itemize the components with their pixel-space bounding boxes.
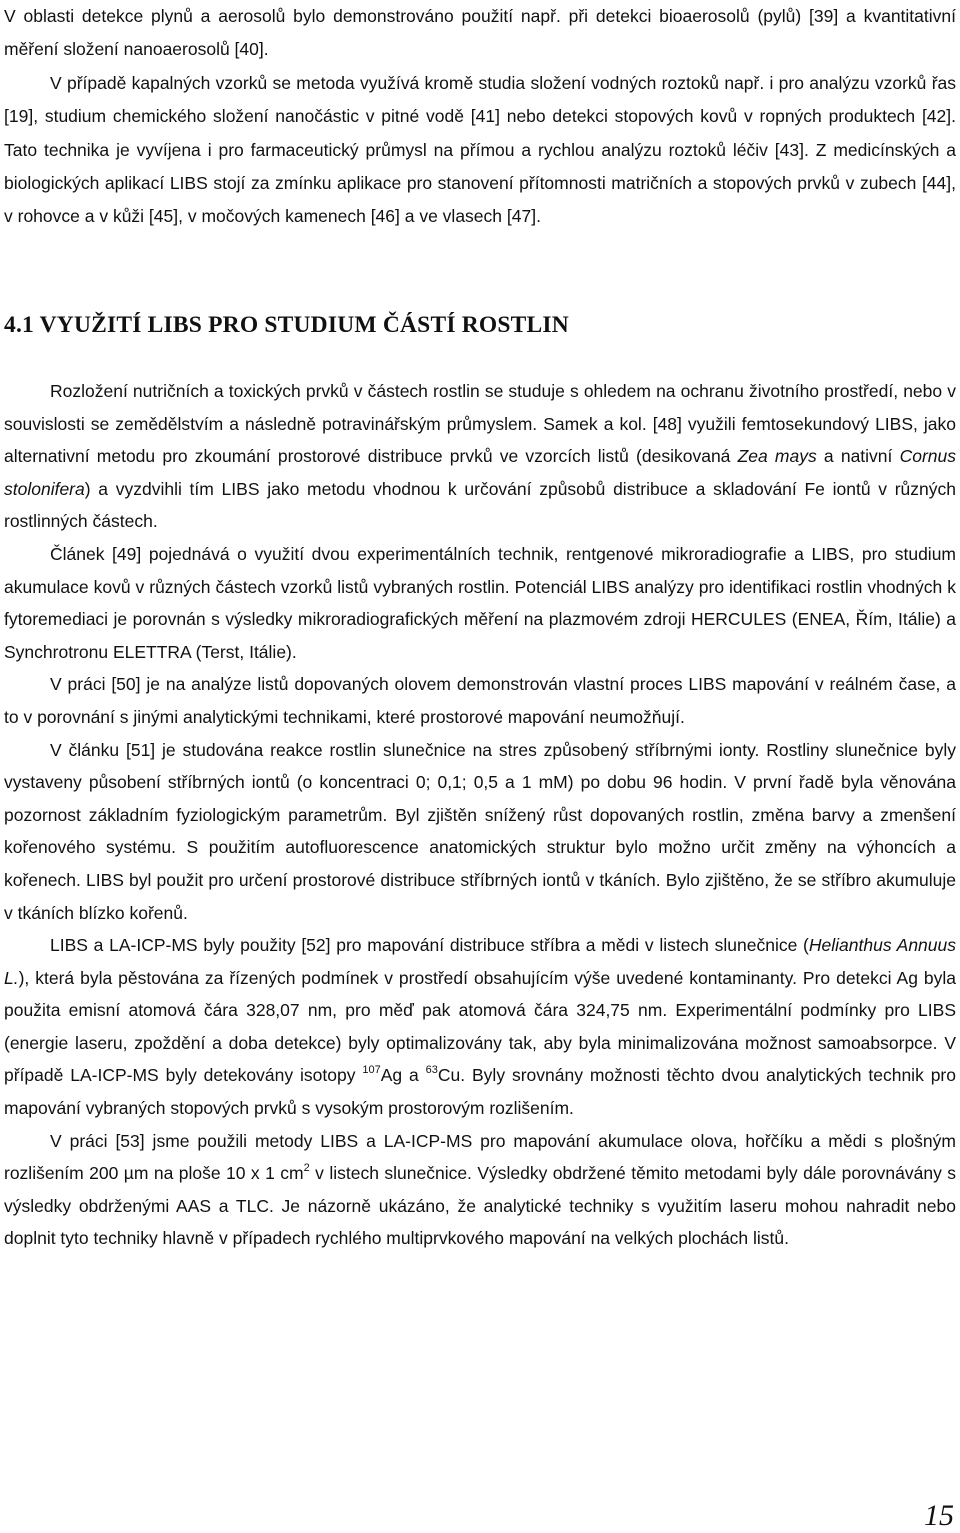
paragraph-sunflower-silver: V článku [51] je studována reakce rostlin slunečnice na stres způsobený stříbrnými ionty. Rostliny slunečnice byly vystaveny působení stříbrných iontů (o koncentraci 0; 0,1; 0,5 a 1 mM) po dobu 96 hodin. V první řadě byla věnována pozornost základním fyziologickým parametrům. Byl zjištěn snížený růst dopovaných rostlin, změna barvy a zmenšení kořenového systému. S použitím autofluorescence anatomických struktur bylo možno určit změny na výhoncích a kořenech. LIBS byl použit pro určení prostorové distribuce stříbrných iontů v tkáních. Bylo zjištěno, že se stříbro akumuluje v tkáních blízko kořenů. bbox=[4, 739, 956, 923]
species-name: Zea mays bbox=[737, 446, 817, 467]
intro-text-block bbox=[4, 0, 956, 234]
paragraph-microradiography: Článek [49] pojednává o využití dvou experimentálních technik, rentgenové mikroradiografie a LIBS, pro studium akumulace kovů v různých částech vzorků listů vybraných rostlin. Potenciál LIBS analýzy pro identifikaci rostlin vhodných k fytoremediaci je porovnán s výsledky mikroradiografických měření na plazmovém zdroji HERCULES (ENEA, Řím, Itálie) a Synchrotronu ELETTRA (Terst, Itálie). bbox=[4, 543, 956, 662]
section-heading: 4.1 VYUŽITÍ LIBS PRO STUDIUM ČÁSTÍ ROSTLIN bbox=[4, 312, 569, 338]
exponent: 2 bbox=[303, 1162, 310, 1175]
paragraph-aerosols: V oblasti detekce plynů a aerosolů bylo demonstrováno použití např. při detekci bioaerosolů (pylů) [39] a kvantitativní měření složení nanoaerosolů [40]. bbox=[4, 6, 956, 60]
page-number: 15 bbox=[924, 1499, 954, 1532]
paragraph-own-work: V práci [53] jsme použili metody LIBS a LA-ICP-MS pro mapování akumulace olova, hořčíku a mědi s plošným rozlišením 200 µm na ploše 10 x 1 $cm^2$ v listech slunečnice. Výsledky obdržené těmito metodami byly dále porovnávány s výsledky obdrženými AAS a TLC. Je názorně ukázáno, že analytické techniky s využitím laseru mohou nahradit nebo doplnit tyto techniky hlavně v případech rychlého multiprvkového mapování na velkých plochách listů. bbox=[4, 1130, 956, 1249]
paragraph-nutrient-distribution: Rozložení nutričních a toxických prvků v částech rostlin se studuje s ohledem na ochranu životního prostředí, nebo v souvislosti se zemědělstvím a následně potravinářským průmyslem. Samek a kol. [48] využili femtosekundový LIBS, jako alternativní metodu pro zkoumání prostorové distribuce prvků ve vzorcích listů (desikovaná Zea mays a nativní Cornus stolonifera) a vyzdvihli tím LIBS jako metodu vhodnou k určování způsobů distribuce a skladování Fe iontů v různých rostlinných částech. bbox=[4, 381, 957, 532]
species-name: Helianthus Annuus L. bbox=[4, 935, 957, 988]
isotope-mass-number: 63 bbox=[425, 1064, 438, 1077]
isotope-mass-number: 107 bbox=[362, 1064, 381, 1077]
paragraph-realtime-mapping: V práci [50] je na analýze listů dopovaných olovem demonstrován vlastní proces LIBS mapování v reálném čase, a to v porovnání s jinými analytickými technikami, které prostorové mapování neumožňují. bbox=[4, 674, 956, 727]
paragraph-libs-la-icp-ms: LIBS a LA-ICP-MS byly použity [52] pro mapování distribuce stříbra a mědi v listech slunečnice (Helianthus Annuus L.), která byla pěstována za řízených podmínek v prostředí obsahujícím výše uvedené kontaminanty. Pro detekci Ag byla použita emisní atomová čára 328,07 nm, pro měď pak atomová čára 324,75 nm. Experimentální podmínky pro LIBS (energie laseru, zpoždění a doba detekce) byly optimalizovány tak, aby byla minimalizována možnost samoabsorpce. V případě LA-ICP-MS byly detekovány isotopy $^{107}$Ag a $^{63}$Cu. Byly srovnány možnosti těchto dvou analytických technik pro mapování vybraných stopových prvků s vysokým prostorovým rozlišením. bbox=[4, 935, 957, 1119]
paragraph-liquid-samples: V případě kapalných vzorků se metoda využívá kromě studia složení vodných roztoků např. i pro analýzu vzorků řas [19], studium chemického složení nanočástic v pitné vodě [41] nebo detekci stopových kovů v ropných produktech [42]. Tato technika je vyvíjena i pro farmaceutický průmysl na přímou a rychlou analýzu roztoků léčiv [43]. Z medicínských a biologických aplikací LIBS stojí za zmínku aplikace pro stanovení přítomnosti matričních a stopových prvků v zubech [44], v rohovce a v kůži [45], v močových kamenech [46] a ve vlasech [47]. bbox=[4, 72, 956, 227]
section-text-block bbox=[4, 375, 956, 1255]
species-name: Cornus stolonifera bbox=[4, 446, 957, 499]
